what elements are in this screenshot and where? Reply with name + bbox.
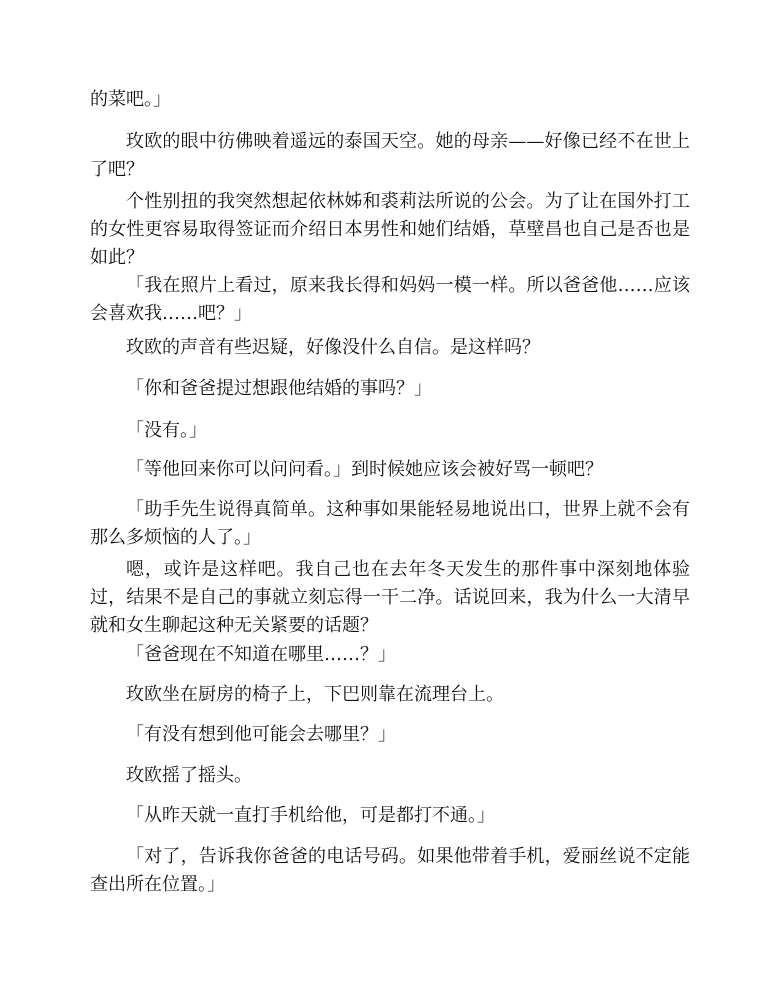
paragraph-11: 「爸爸现在不知道在哪里……？」	[126, 644, 396, 665]
paragraph-5: 玫欧的声音有些迟疑，好像没什么自信。是这样吗？	[126, 337, 540, 358]
paragraph-7: 「没有。」	[126, 420, 207, 441]
paragraph-3: 个性别扭的我突然想起依林姊和裘莉法所说的公会。为了让在国外打工的女性更容易取得签证而介绍日本男性和她们结婚，草壁昌也自己是否也是如此？	[90, 191, 690, 268]
paragraph-15: 「从昨天就一直打手机给他，可是都打不通。」	[126, 805, 495, 826]
paragraph-14: 玫欧摇了摇头。	[126, 765, 252, 786]
paragraph-16: 「对了，告诉我你爸爸的电话号码。如果他带着手机，爱丽丝说不定能查出所在位置。」	[90, 846, 690, 895]
paragraph-4: 「我在照片上看过，原来我长得和妈妈一模一样。所以爸爸他……应该会喜欢我……吧？」	[90, 275, 690, 324]
paragraph-8: 「等他回来你可以问问看。」到时候她应该会被好骂一顿吧？	[126, 459, 603, 480]
paragraph-12: 玫欧坐在厨房的椅子上，下巴则靠在流理台上。	[126, 684, 504, 705]
paragraph-6: 「你和爸爸提过想跟他结婚的事吗？」	[126, 378, 432, 399]
paragraph-13: 「有没有想到他可能会去哪里？」	[126, 724, 396, 745]
paragraph-2: 玫欧的眼中彷佛映着遥远的泰国天空。她的母亲——好像已经不在世上了吧？	[90, 131, 690, 180]
paragraph-9: 「助手先生说得真简单。这种事如果能轻易地说出口，世界上就不会有那么多烦恼的人了。」	[90, 499, 690, 548]
paragraph-10: 嗯，或许是这样吧。我自己也在去年冬天发生的那件事中深刻地体验过，结果不是自己的事就立刻忘得一干二净。话说回来，我为什么一大清早就和女生聊起这种无关紧要的话题？	[90, 559, 690, 636]
paragraph-1: 的菜吧。」	[90, 89, 171, 110]
